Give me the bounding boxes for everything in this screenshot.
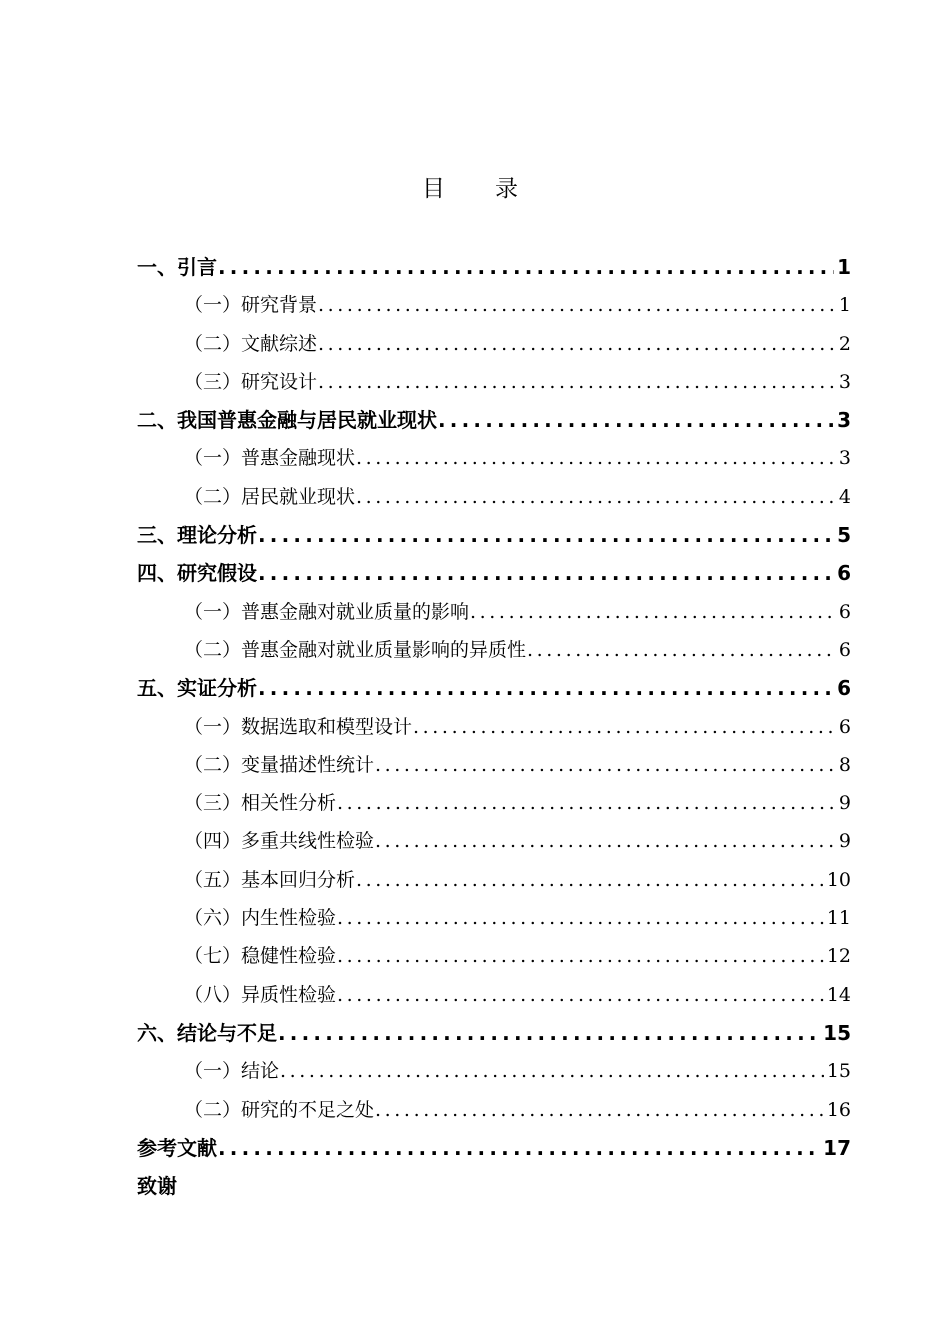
dot-leader: [527, 631, 836, 669]
toc-entry-page-number: 16: [826, 1098, 851, 1121]
toc-entry-page-number: 4: [838, 485, 851, 508]
toc-entry-label: （一）普惠金融对就业质量的影响: [184, 600, 470, 623]
toc-entry-chapter[interactable]: [137, 1167, 851, 1205]
toc-entry-page-number: 2: [838, 332, 851, 355]
toc-entry-section[interactable]: [137, 286, 851, 324]
toc-entry-label: 五、实证分析: [137, 676, 257, 701]
toc-entry-label: 六、结论与不足: [137, 1020, 277, 1045]
toc-entry-label: （三）相关性分析: [184, 792, 337, 815]
toc-entry-section[interactable]: [137, 363, 851, 401]
toc-entry-page-number: 5: [837, 523, 851, 548]
toc-entry-section[interactable]: [137, 861, 851, 899]
toc-entry-label: 四、研究假设: [137, 561, 257, 586]
toc-entry-label: （二）普惠金融对就业质量影响的异质性: [184, 638, 527, 661]
toc-entry-chapter[interactable]: [137, 248, 851, 286]
toc-entry-label: （一）普惠金融现状: [184, 447, 356, 470]
toc-entry-section[interactable]: [137, 325, 851, 363]
toc-entry-chapter[interactable]: [137, 1129, 851, 1167]
toc-entry-section[interactable]: [137, 631, 851, 669]
toc-entry-section[interactable]: [137, 899, 851, 937]
toc-entry-section[interactable]: [137, 1052, 851, 1090]
dot-leader: [375, 746, 836, 784]
dot-leader: [337, 937, 824, 975]
toc-entry-label: 二、我国普惠金融与居民就业现状: [137, 408, 437, 433]
toc-entry-label: （二）研究的不足之处: [184, 1098, 375, 1121]
toc-entry-label: （一）结论: [184, 1060, 280, 1083]
toc-entry-label: （二）居民就业现状: [184, 485, 356, 508]
toc-entry-label: 三、理论分析: [137, 523, 257, 548]
toc-entry-page-number: 3: [837, 408, 851, 433]
toc-entry-label: （二）变量描述性统计: [184, 753, 375, 776]
dot-leader: [375, 822, 836, 860]
dot-leader: [375, 1091, 824, 1129]
dot-leader: [337, 899, 824, 937]
toc-entry-section[interactable]: [137, 976, 851, 1014]
dot-leader: [218, 1129, 820, 1167]
dot-leader: [337, 784, 836, 822]
toc-entry-page-number: 15: [823, 1020, 851, 1045]
toc-entry-section[interactable]: [137, 822, 851, 860]
dot-leader: [356, 439, 836, 477]
dot-leader: [356, 478, 836, 516]
dot-leader: [278, 1014, 820, 1052]
toc-entry-chapter[interactable]: [137, 401, 851, 439]
toc-entry-section[interactable]: [137, 478, 851, 516]
toc-entry-label: （二）文献综述: [184, 332, 318, 355]
toc-entry-page-number: 8: [838, 753, 851, 776]
toc-entry-page-number: 6: [838, 600, 851, 623]
toc-entry-chapter[interactable]: [137, 669, 851, 707]
dot-leader: [413, 708, 836, 746]
toc-entry-label: （一）数据选取和模型设计: [184, 715, 413, 738]
dot-leader: [318, 325, 836, 363]
toc-entry-page-number: 14: [826, 983, 851, 1006]
toc-entry-label: 致谢: [137, 1174, 177, 1199]
toc-entry-section[interactable]: [137, 937, 851, 975]
toc-entry-page-number: 15: [826, 1060, 851, 1083]
toc-entry-label: （八）异质性检验: [184, 983, 337, 1006]
toc-entry-section[interactable]: [137, 746, 851, 784]
dot-leader: [258, 516, 834, 554]
toc-entry-page-number: 6: [838, 715, 851, 738]
toc-entry-page-number: 1: [838, 294, 851, 317]
dot-leader: [356, 861, 824, 899]
toc-entry-page-number: 9: [838, 830, 851, 853]
toc-entry-label: （六）内生性检验: [184, 907, 337, 930]
toc-entry-page-number: 12: [826, 945, 851, 968]
toc-entry-page-number: 9: [838, 792, 851, 815]
toc-entry-label: （一）研究背景: [184, 294, 318, 317]
toc-entry-chapter[interactable]: [137, 516, 851, 554]
toc-entry-section[interactable]: [137, 439, 851, 477]
toc-entry-page-number: 6: [837, 676, 851, 701]
toc-entry-page-number: 3: [838, 370, 851, 393]
dot-leader: [470, 593, 836, 631]
dot-leader: [318, 363, 836, 401]
dot-leader: [337, 976, 824, 1014]
toc-entry-label: 一、引言: [137, 255, 217, 279]
toc-entry-label: （五）基本回归分析: [184, 868, 356, 891]
toc-entry-label: （三）研究设计: [184, 370, 318, 393]
toc-entry-page-number: 11: [826, 907, 851, 930]
toc-entry-page-number: 3: [838, 447, 851, 470]
toc-entry-section[interactable]: [137, 1091, 851, 1129]
dot-leader: [258, 554, 834, 592]
dot-leader: [280, 1052, 824, 1090]
toc-entry-chapter[interactable]: [137, 1014, 851, 1052]
toc-entry-label: （四）多重共线性检验: [184, 830, 375, 853]
toc-entry-section[interactable]: [137, 784, 851, 822]
table-of-contents: [137, 248, 851, 1205]
toc-title: 目录: [422, 176, 568, 202]
toc-entry-page-number: 1: [837, 255, 851, 279]
toc-entry-page-number: 10: [826, 868, 851, 891]
toc-entry-label: 参考文献: [137, 1135, 217, 1160]
toc-entry-section[interactable]: [137, 708, 851, 746]
toc-entry-label: （七）稳健性检验: [184, 945, 337, 968]
dot-leader: [318, 286, 836, 324]
toc-entry-page-number: 6: [838, 638, 851, 661]
dot-leader: [218, 248, 834, 286]
dot-leader: [438, 401, 834, 439]
toc-entry-section[interactable]: [137, 593, 851, 631]
toc-entry-page-number: 17: [823, 1135, 851, 1160]
toc-entry-chapter[interactable]: [137, 554, 851, 592]
toc-entry-page-number: 6: [837, 561, 851, 586]
dot-leader: [258, 669, 834, 707]
